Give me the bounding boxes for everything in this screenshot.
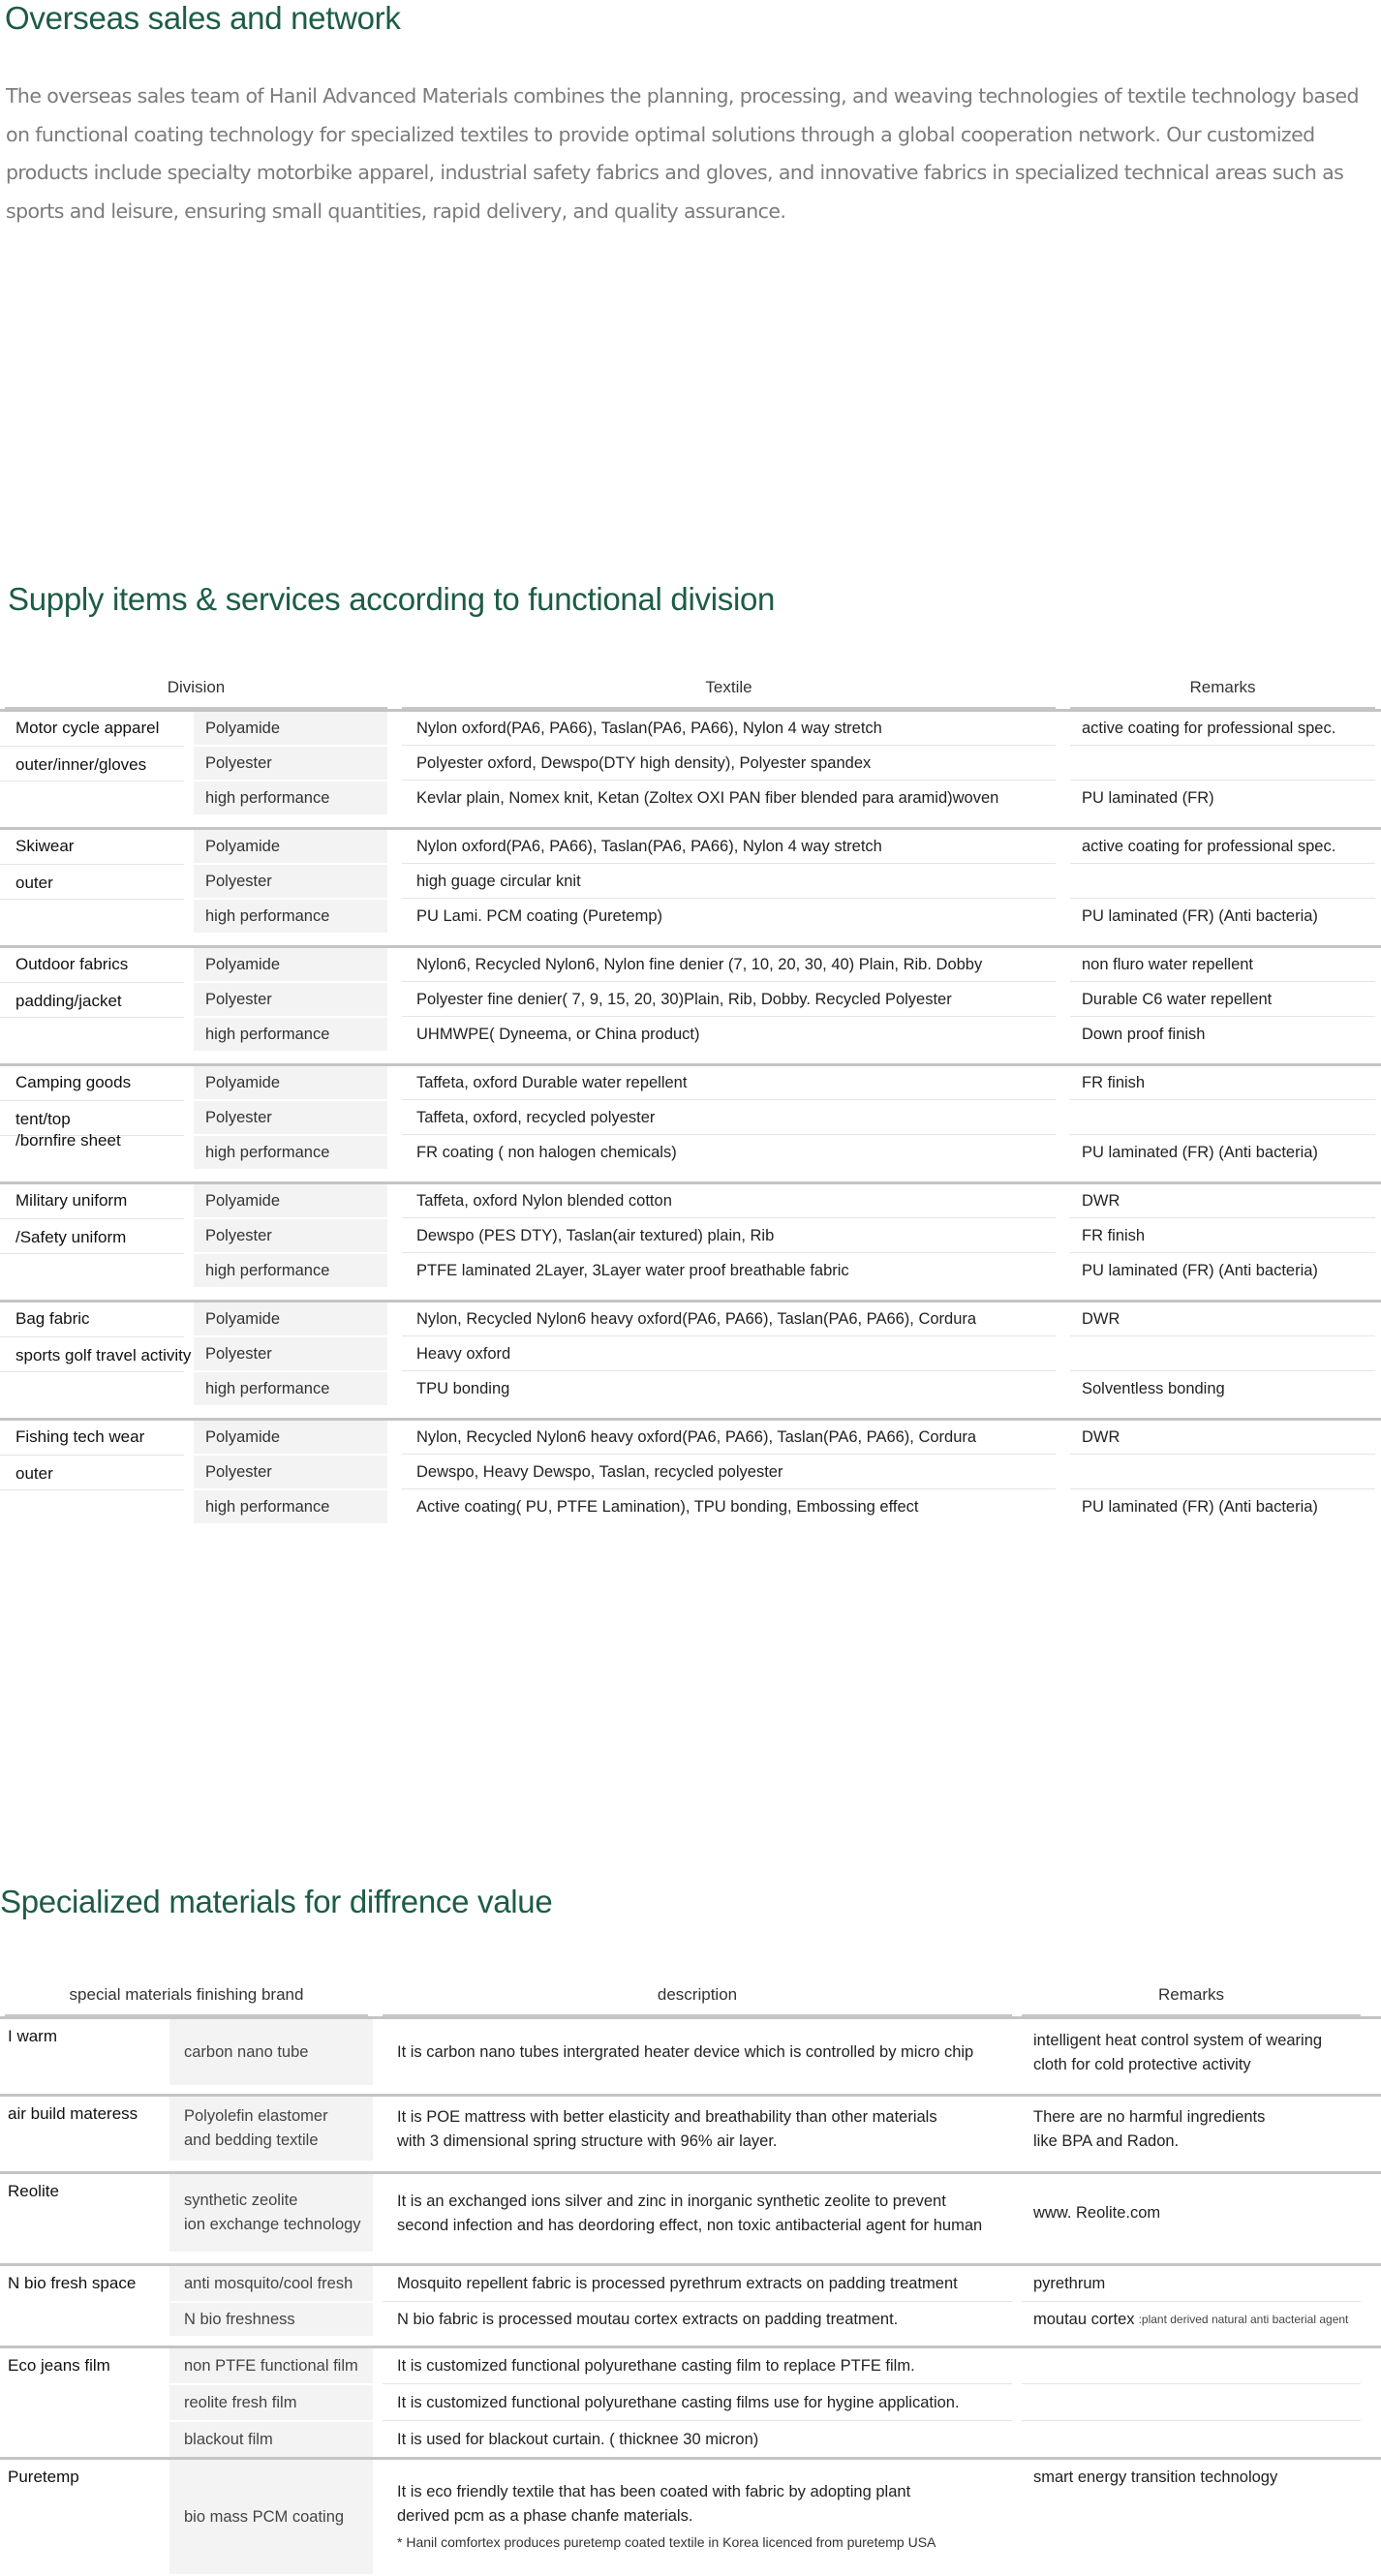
table-row xyxy=(0,983,1381,1018)
division-name: Camping goods xyxy=(15,1073,132,1091)
brand-group xyxy=(0,2346,1381,2459)
textile-cell: Active coating( PU, PTFE Lamination), TPU bonding, Embossing effect xyxy=(416,1498,919,1516)
description-cell: It is customized functional polyurethane casting film to replace PTFE film. xyxy=(383,2348,1012,2384)
material-cell: blackout film xyxy=(169,2422,373,2458)
table-row xyxy=(0,830,1381,865)
table-row xyxy=(0,1254,1381,1289)
footnote: * Hanil comfortex produces puretemp coated textile in Korea licenced from puretemp USA xyxy=(397,2534,936,2550)
table-row xyxy=(0,782,1381,816)
textile-cell: Heavy oxford xyxy=(402,1337,1056,1371)
overseas-title: Overseas sales and network xyxy=(5,0,401,36)
remarks-cell: pyrethrum xyxy=(1022,2266,1361,2302)
remarks-cell: PU laminated (FR) (Anti bacteria) xyxy=(1082,1144,1318,1161)
division-group xyxy=(0,709,1381,826)
material-cell: synthetic zeolite ion exchange technology xyxy=(169,2174,373,2253)
division-name: Outdoor fabrics xyxy=(15,955,129,973)
remarks-cell xyxy=(1022,2385,1361,2421)
description-cell: It is customized functional polyurethane casting films use for hygine application. xyxy=(383,2385,1012,2421)
textile-cell: high guage circular knit xyxy=(402,865,1056,899)
table-row xyxy=(0,1219,1381,1254)
description-cell: Mosquito repellent fabric is processed pyrethrum extracts on padding treatment xyxy=(383,2266,1012,2302)
description-cell: It is carbon nano tubes intergrated heater device which is controlled by micro chip xyxy=(397,2043,974,2061)
remarks-cell xyxy=(1070,1456,1375,1489)
remarks-cell: Down proof finish xyxy=(1082,1026,1206,1043)
division-group xyxy=(0,827,1381,944)
remarks-cell: Durable C6 water repellent xyxy=(1070,983,1375,1017)
remarks-cell: DWR xyxy=(1070,1421,1375,1455)
material-cell: non PTFE functional film xyxy=(169,2348,373,2384)
remarks-cell xyxy=(1070,1337,1375,1371)
material-type-cell: Polyester xyxy=(194,983,387,1017)
material-cell: N bio freshness xyxy=(169,2303,373,2337)
brand-group xyxy=(0,2094,1381,2162)
table-row xyxy=(0,1184,1381,1219)
brand-name: I warm xyxy=(8,2027,57,2045)
textile-cell: Dewspo (PES DTY), Taslan(air textured) plain, Rib xyxy=(402,1219,1056,1253)
remarks-cell: PU laminated (FR) (Anti bacteria) xyxy=(1082,907,1318,925)
division-subname: outer/inner/gloves xyxy=(15,755,147,774)
brand-name: N bio fresh space xyxy=(8,2274,137,2292)
material-type-cell: Polyamide xyxy=(194,1066,387,1100)
material-type-cell: high performance xyxy=(194,1254,387,1288)
textile-cell: TPU bonding xyxy=(416,1380,510,1397)
description-cell: N bio fabric is processed moutau cortex extracts on padding treatment. xyxy=(397,2311,899,2328)
division-name: Motor cycle apparel xyxy=(15,719,160,737)
specialized-table xyxy=(0,1976,1381,2550)
material-type-cell: Polyamide xyxy=(194,1303,387,1336)
table-row xyxy=(0,1456,1381,1490)
material-type-cell: high performance xyxy=(194,1490,387,1524)
textile-cell: Kevlar plain, Nomex knit, Ketan (Zoltex OXI PAN fiber blended para aramid)woven xyxy=(416,789,999,807)
supply-table-body xyxy=(0,709,1381,1535)
textile-cell: Nylon6, Recycled Nylon6, Nylon fine denier (7, 10, 20, 30, 40) Plain, Rib. Dobby xyxy=(402,948,1056,982)
header-division: Division xyxy=(5,668,387,709)
textile-cell: PTFE laminated 2Layer, 3Layer water proof breathable fabric xyxy=(416,1262,849,1279)
material-cell: anti mosquito/cool fresh xyxy=(169,2266,373,2302)
remarks-note: :plant derived natural anti bacterial agent xyxy=(1138,2313,1349,2326)
material-cell: carbon nano tube xyxy=(169,2019,373,2086)
supply-table xyxy=(0,668,1381,1535)
table-row xyxy=(0,1337,1381,1372)
division-name: Skiwear xyxy=(15,837,75,855)
textile-cell: Nylon oxford(PA6, PA66), Taslan(PA6, PA66), Nylon 4 way stretch xyxy=(402,712,1056,746)
material-cell: bio mass PCM coating xyxy=(169,2460,373,2575)
remarks-cell: Solventless bonding xyxy=(1082,1380,1225,1397)
division-name: Fishing tech wear xyxy=(15,1427,145,1446)
remarks-cell xyxy=(1070,865,1375,899)
material-type-cell: Polyamide xyxy=(194,948,387,982)
brand-name: Puretemp xyxy=(8,2468,79,2486)
textile-cell: Polyester oxford, Dewspo(DTY high density), Polyester spandex xyxy=(402,747,1056,781)
table-row xyxy=(0,948,1381,983)
table-row xyxy=(0,1066,1381,1101)
division-group xyxy=(0,1181,1381,1299)
remarks-cell: smart energy transition technology xyxy=(1033,2469,1278,2486)
remarks-text: moutau cortex xyxy=(1033,2311,1135,2328)
material-type-cell: Polyester xyxy=(194,865,387,899)
material-type-cell: Polyamide xyxy=(194,1421,387,1455)
material-type-cell: high performance xyxy=(194,1372,387,1406)
textile-cell: Nylon oxford(PA6, PA66), Taslan(PA6, PA66), Nylon 4 way stretch xyxy=(402,830,1056,864)
textile-cell: Nylon, Recycled Nylon6 heavy oxford(PA6, PA66), Taslan(PA6, PA66), Cordura xyxy=(402,1421,1056,1455)
material-type-cell: high performance xyxy=(194,900,387,934)
table-row xyxy=(0,1018,1381,1053)
textile-cell: Nylon, Recycled Nylon6 heavy oxford(PA6, PA66), Taslan(PA6, PA66), Cordura xyxy=(402,1303,1056,1336)
header-textile: Textile xyxy=(402,668,1056,709)
remarks-cell: active coating for professional spec. xyxy=(1070,830,1375,864)
division-subname: sports golf travel activity xyxy=(15,1346,192,1365)
material-type-cell: Polyester xyxy=(194,1219,387,1253)
material-cell: reolite fresh film xyxy=(169,2385,373,2421)
division-subname: /Safety uniform xyxy=(15,1228,127,1246)
remarks-cell: active coating for professional spec. xyxy=(1070,712,1375,746)
table-row xyxy=(0,1490,1381,1525)
brand-group xyxy=(0,2457,1381,2576)
material-type-cell: Polyamide xyxy=(194,712,387,746)
material-type-cell: Polyester xyxy=(194,747,387,781)
brand-name: air build materess xyxy=(8,2104,138,2123)
remarks-cell: There are no harmful ingredients like BPA and Radon. xyxy=(1033,2107,1266,2150)
header-description: description xyxy=(383,1976,1012,2016)
remarks-cell xyxy=(1022,2422,1361,2458)
material-type-cell: Polyamide xyxy=(194,1184,387,1218)
brand-group xyxy=(0,2171,1381,2254)
remarks-cell: www. Reolite.com xyxy=(1033,2204,1161,2222)
header-remarks-2: Remarks xyxy=(1022,1976,1361,2016)
supply-title: Supply items & services according to functional division xyxy=(8,581,776,617)
division-group xyxy=(0,1300,1381,1417)
material-type-cell: Polyester xyxy=(194,1101,387,1135)
material-type-cell: high performance xyxy=(194,1018,387,1052)
remarks-cell: DWR xyxy=(1070,1184,1375,1218)
division-group xyxy=(0,1063,1381,1181)
division-subname: outer xyxy=(15,1464,53,1483)
division-subname: outer xyxy=(15,874,53,892)
table-row xyxy=(0,712,1381,747)
material-type-cell: Polyester xyxy=(194,1337,387,1371)
remarks-cell xyxy=(1070,747,1375,781)
textile-cell: Taffeta, oxford Nylon blended cotton xyxy=(402,1184,1056,1218)
header-remarks: Remarks xyxy=(1070,668,1375,709)
textile-cell: PU Lami. PCM coating (Puretemp) xyxy=(416,907,663,925)
remarks-cell xyxy=(1022,2303,1361,2337)
material-type-cell: Polyamide xyxy=(194,830,387,864)
table-row xyxy=(0,1303,1381,1337)
remarks-cell xyxy=(1070,1101,1375,1135)
overseas-intro: The overseas sales team of Hanil Advanced Materials combines the planning, processing, and weaving technologies of textile technology based on functional coating technology for specialized textiles to provide optimal solutions through a global cooperation network. Our customized products include specialty motorbike apparel, industrial safety fabrics and gloves, and innovative fabrics in specialized technical areas such as sports and leisure, ensuring small quantities, rapid delivery, and quality assurance. xyxy=(6,84,1359,223)
textile-cell: UHMWPE( Dyneema, or China product) xyxy=(416,1026,700,1043)
table-row xyxy=(0,865,1381,900)
description-cell xyxy=(383,2460,1012,2575)
division-group xyxy=(0,945,1381,1062)
textile-cell: Dewspo, Heavy Dewspo, Taslan, recycled polyester xyxy=(402,1456,1056,1489)
textile-cell: Taffeta, oxford Durable water repellent xyxy=(402,1066,1056,1100)
brand-group xyxy=(0,2016,1381,2087)
description-text: It is eco friendly textile that has been coated with fabric by adopting plant derived pcm as a phase chanfe materials. xyxy=(397,2483,911,2525)
textile-cell: Polyester fine denier( 7, 9, 15, 20, 30)Plain, Rib, Dobby. Recycled Polyester xyxy=(402,983,1056,1017)
brand-group xyxy=(0,2263,1381,2338)
material-type-cell: high performance xyxy=(194,1136,387,1170)
table-row xyxy=(0,747,1381,782)
supply-table-header xyxy=(0,668,1381,709)
description-cell: It is POE mattress with better elasticity and breathability than other materials with 3 dimensional spring structure with 96% air layer. xyxy=(397,2107,937,2150)
brand-name: Reolite xyxy=(8,2182,59,2200)
remarks-cell: FR finish xyxy=(1070,1066,1375,1100)
remarks-cell: PU laminated (FR) (Anti bacteria) xyxy=(1082,1498,1318,1516)
remarks-cell xyxy=(1022,2348,1361,2384)
remarks-cell: DWR xyxy=(1070,1303,1375,1336)
description-cell: It is an exchanged ions silver and zinc in inorganic synthetic zeolite to prevent second infection and has deordoring effect, non toxic antibacterial agent for human xyxy=(397,2192,983,2234)
textile-cell: Taffeta, oxford, recycled polyester xyxy=(402,1101,1056,1135)
remarks-cell: PU laminated (FR) xyxy=(1082,789,1214,807)
remarks-cell: intelligent heat control system of wearing cloth for cold protective activity xyxy=(1033,2031,1323,2073)
remarks-cell: FR finish xyxy=(1070,1219,1375,1253)
remarks-cell: non fluro water repellent xyxy=(1070,948,1375,982)
table-row xyxy=(0,1372,1381,1407)
division-group xyxy=(0,1418,1381,1535)
division-subname: tent/top /bornfire sheet xyxy=(15,1110,121,1150)
division-name: Military uniform xyxy=(15,1191,128,1210)
division-name: Bag fabric xyxy=(15,1309,90,1328)
material-cell: Polyolefin elastomer and bedding textile xyxy=(169,2097,373,2162)
table-row xyxy=(0,1136,1381,1171)
brand-name: Eco jeans film xyxy=(8,2356,110,2375)
remarks-cell: PU laminated (FR) (Anti bacteria) xyxy=(1082,1262,1318,1279)
textile-cell: FR coating ( non halogen chemicals) xyxy=(416,1144,677,1161)
header-brand: special materials finishing brand xyxy=(5,1976,368,2016)
specialized-table-header xyxy=(0,1976,1381,2016)
description-cell: It is used for blackout curtain. ( thicknee 30 micron) xyxy=(397,2431,759,2448)
material-type-cell: Polyester xyxy=(194,1456,387,1489)
table-row xyxy=(0,1421,1381,1456)
material-type-cell: high performance xyxy=(194,782,387,815)
specialized-title: Specialized materials for diffrence value xyxy=(0,1884,553,1919)
table-row xyxy=(0,1101,1381,1136)
division-subname: padding/jacket xyxy=(15,992,122,1010)
table-row xyxy=(0,900,1381,935)
